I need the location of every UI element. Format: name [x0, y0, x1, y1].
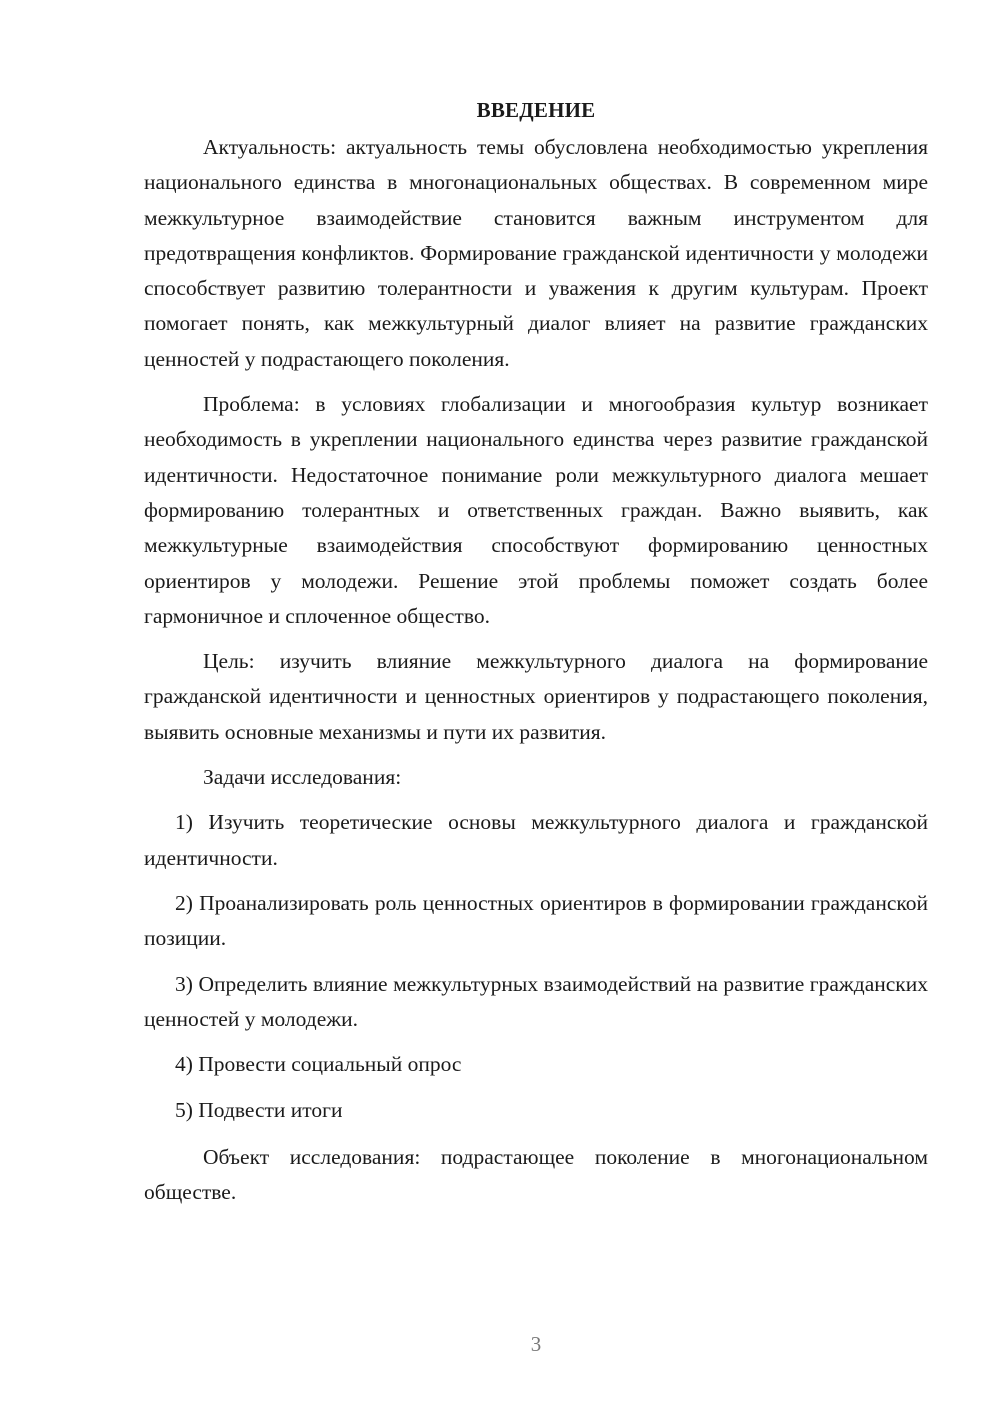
task-item-5: 5) Подвести итоги [175, 1098, 343, 1123]
section-heading: ВВЕДЕНИЕ [476, 98, 596, 122]
task-item-2: 2) Проанализировать роль ценностных ориентиров в формировании гражданской позиции. [144, 890, 928, 951]
task-item-4: 4) Провести социальный опрос [175, 1052, 462, 1077]
task-item-3: 3) Определить влияние межкультурных взаимодействий на развитие гражданских ценностей у молодежи. [144, 971, 928, 1031]
page-number: 3 [530, 1332, 542, 1356]
object-paragraph: Объект исследования: подрастающее поколение в многонациональном обществе. [144, 1144, 928, 1205]
problem-paragraph: Проблема: в условиях глобализации и многообразия культур возникает необходимость в укреплении национального единства через развитие гражданской идентичности. Недостаточное понимание роли межкультурного диалога мешает формированию толерантных и ответственных граждан. Важно выявить, как межкультурные взаимодействия способствуют формированию ценностных ориентиров у молодежи. Решение этой проблемы поможет создать более гармоничное и сплоченное общество. [144, 392, 928, 628]
relevance-paragraph: Актуальность: актуальность темы обусловлена необходимостью укрепления национального единства в многонациональных обществах. В современном мире межкультурное взаимодействие становится важным инструментом для предотвращения конфликтов. Формирование гражданской идентичности у молодежи способствует развитию толерантности и уважения к другим культурам. Проект помогает понять, как межкультурный диалог влияет на развитие гражданских ценностей у подрастающего поколения. [144, 135, 928, 371]
goal-paragraph: Цель: изучить влияние межкультурного диалога на формирование гражданской идентичности и ценностных ориентиров у подрастающего поколения, выявить основные механизмы и пути их развития. [144, 649, 928, 744]
page-content [144, 92, 928, 1220]
tasks-label: Задачи исследования: [203, 765, 402, 790]
task-item-1: 1) Изучить теоретические основы межкультурного диалога и гражданской идентичности. [144, 810, 928, 870]
